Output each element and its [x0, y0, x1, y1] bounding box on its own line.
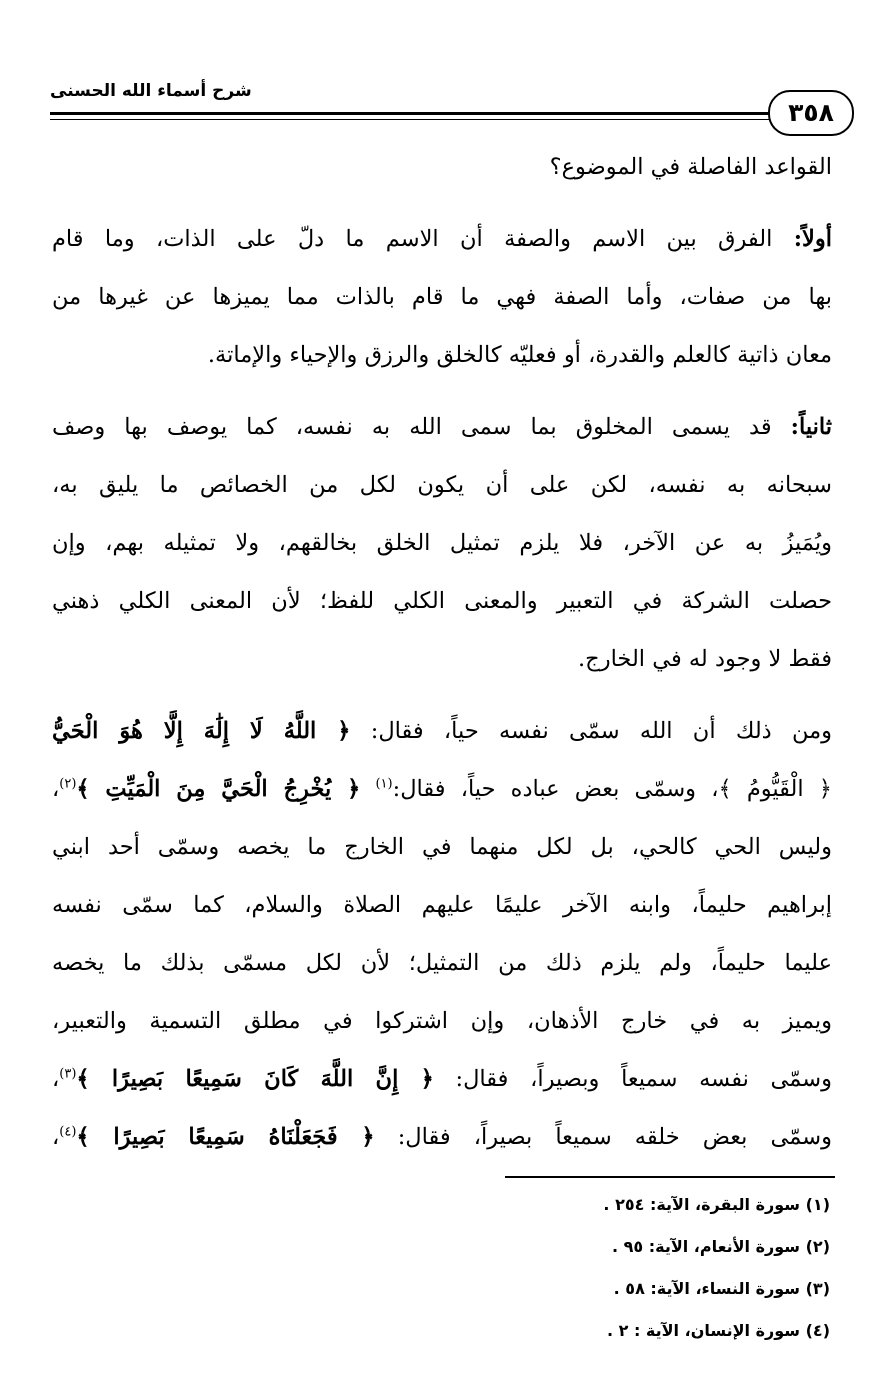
footnote-item: (٤) سورة الإنسان، الآية : ٢ . [606, 1321, 830, 1340]
text-line: وسمّى نفسه سميعاً وبصيراً، فقال: ﴿ إِنَّ اللَّهَ كَانَ سَمِيعًا بَصِيرًا ﴾$^{(٣)}$، [52, 1066, 832, 1092]
quran-verse: ﴿ اللَّهُ لَا إِلَٰهَ إِلَّا هُوَ الْحَيُّ [52, 718, 351, 744]
footnote-item: (٣) سورة النساء، الآية: ٥٨ . [613, 1279, 830, 1298]
lead-word: ثانياً: [790, 414, 832, 440]
header-rule-thick [50, 112, 770, 115]
text-line: فقط لا وجود له في الخارج. [578, 646, 832, 672]
lead-word: أولاً: [793, 226, 832, 252]
text-line: وسمّى بعض خلقه سميعاً بصيراً، فقال: ﴿ فَجَعَلْنَاهُ سَمِيعًا بَصِيرًا ﴾$^{(٤)}$، [52, 1124, 832, 1150]
text-line: معان ذاتية كالعلم والقدرة، أو فعليّه كالخلق والرزق والإحياء والإماتة. [207, 342, 832, 368]
text-line: حصلت الشركة في التعبير والمعنى الكلي للفظ؛ لأن المعنى الكلي ذهني [52, 588, 832, 614]
footnote-ref: (٢) [59, 776, 77, 792]
paragraph-second-rule [52, 398, 832, 688]
text-line: القواعد الفاصلة في الموضوع؟ [549, 154, 832, 180]
paragraph-intro [52, 138, 832, 196]
text-line: ثانياً: قد يسمى المخلوق بما سمى الله به نفسه، كما يوصف بها وصف [52, 414, 832, 440]
header-rule-thin [50, 119, 770, 120]
text-line: وليس الحي كالحي، بل لكل منهما في الخارج ما يخصه وسمّى أحد ابني [52, 834, 832, 860]
page-body [52, 138, 832, 1166]
text-line: أولاً: الفرق بين الاسم والصفة أن الاسم ما دلّ على الذات، وما قام [52, 226, 832, 252]
footnotes [400, 1184, 830, 1352]
text-line: ويميز به في خارج الأذهان، وإن اشتركوا في مطلق التسمية والتعبير، [52, 1008, 832, 1034]
text-line: ويُمَيزُ به عن الآخر، فلا يلزم تمثيل الخلق بخالقهم، ولا تمثيله بهم، وإن [52, 530, 832, 556]
footnote-separator [505, 1176, 835, 1178]
footnote-item: (١) سورة البقرة، الآية: ٢٥٤ . [603, 1195, 830, 1214]
text-line: إبراهيم حليماً، وابنه الآخر عليمًا عليهم الصلاة والسلام، كما سمّى نفسه [52, 892, 832, 918]
footnote-item: (٢) سورة الأنعام، الآية: ٩٥ . [611, 1237, 830, 1256]
quran-verse: ﴿ إِنَّ اللَّهَ كَانَ سَمِيعًا بَصِيرًا ﴾ [76, 1066, 434, 1092]
text-line: سبحانه به نفسه، لكن على أن يكون لكل من الخصائص ما يليق به، [52, 472, 832, 498]
paragraph-first-rule [52, 210, 832, 384]
quran-verse: ﴿ فَجَعَلْنَاهُ سَمِيعًا بَصِيرًا ﴾ [76, 1124, 375, 1150]
footnote-ref: (١) [375, 776, 393, 792]
footnote-ref: (٣) [59, 1066, 77, 1082]
paragraph-examples [52, 702, 832, 1166]
text-line: بها من صفات، وأما الصفة فهي ما قام بالذات مما يميزها عن غيرها من [52, 284, 832, 310]
text-line: عليما حليماً، ولم يلزم ذلك من التمثيل؛ لأن لكل مسمّى بذلك ما يخصه [52, 950, 832, 976]
running-header-title: شرح أسماء الله الحسنى [50, 81, 252, 101]
page-number-badge: ٣٥٨ [768, 90, 854, 136]
text-line: ومن ذلك أن الله سمّى نفسه حياً، فقال: ﴿ اللَّهُ لَا إِلَٰهَ إِلَّا هُوَ الْحَيُّ [52, 718, 832, 744]
quran-verse: ﴿ يُخْرِجُ الْحَيَّ مِنَ الْمَيِّتِ ﴾ [76, 776, 361, 802]
footnote-ref: (٤) [59, 1124, 77, 1140]
text-line: ﴿ الْقَيُّومُ ﴾، وسمّى بعض عباده حياً، فقال:$^{(١)}$ ﴿ يُخْرِجُ الْحَيَّ مِنَ الْمَيِّتِ ﴾$^{(٢)}$، [52, 776, 832, 802]
